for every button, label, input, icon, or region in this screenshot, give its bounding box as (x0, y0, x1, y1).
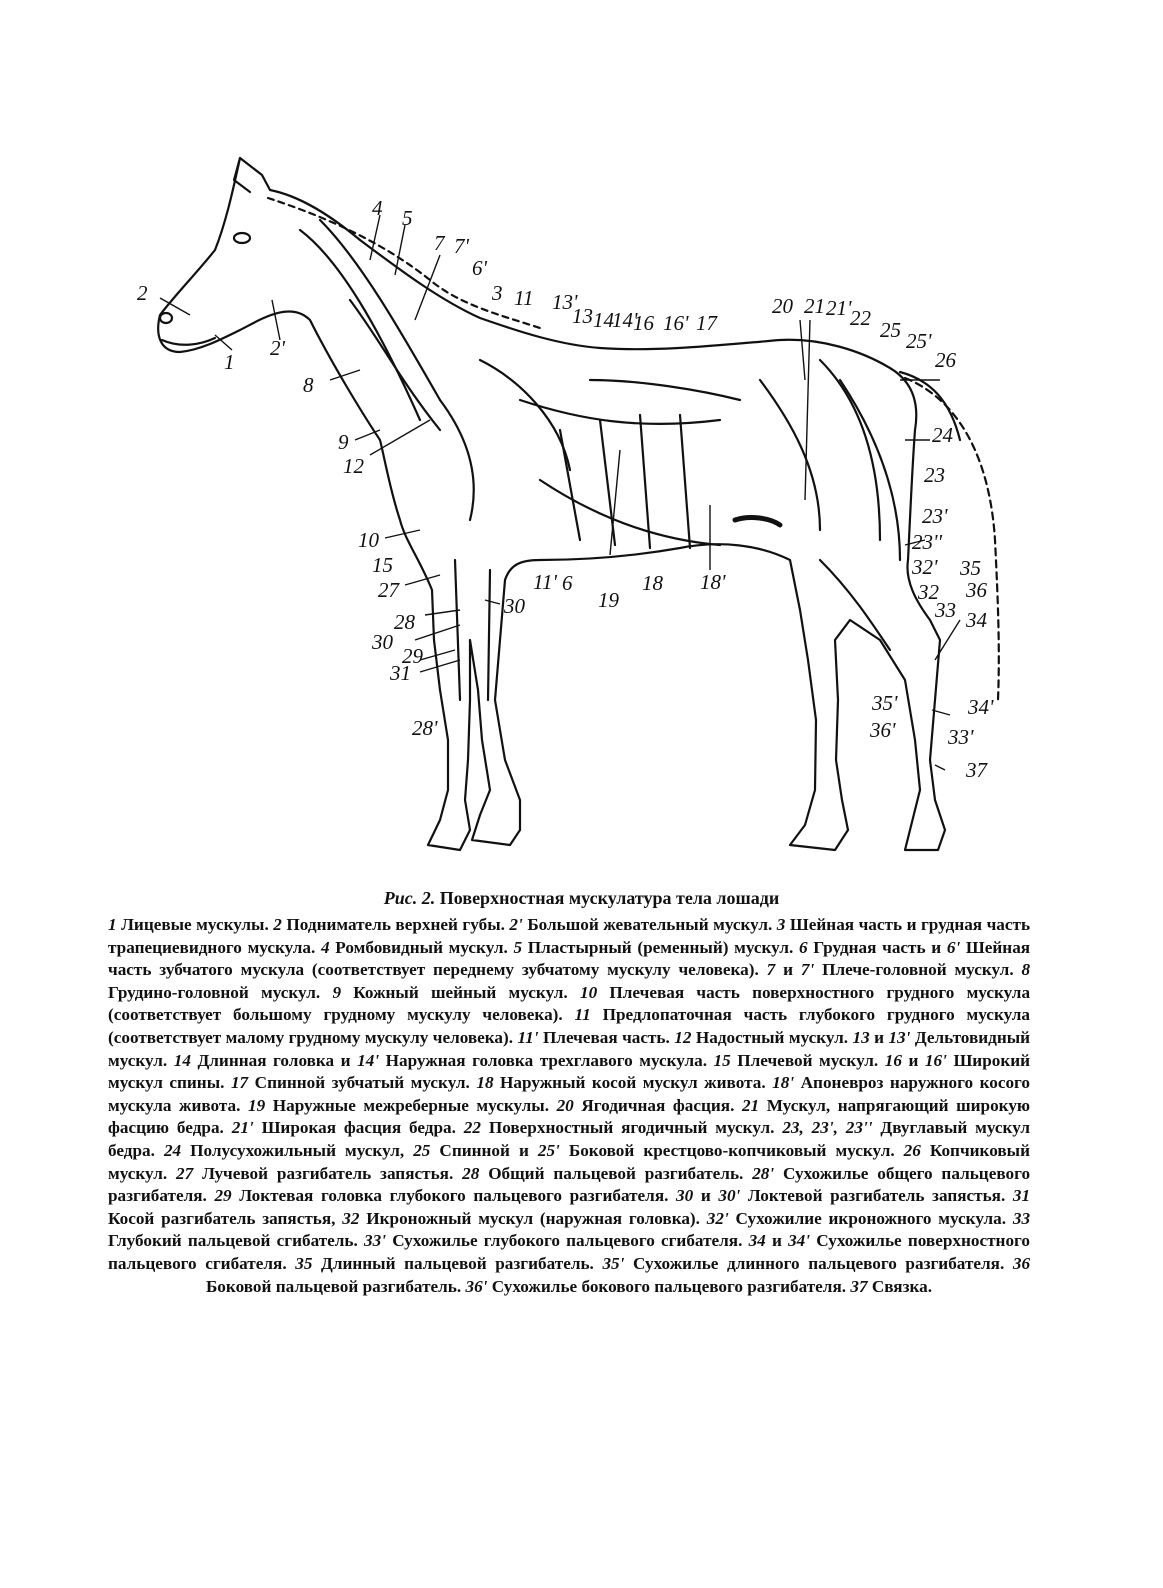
legend-text: Спинной и (439, 1140, 529, 1160)
legend-number: 37 (850, 1276, 868, 1296)
figure-label: 33 (935, 598, 956, 622)
legend-text: Сухожилие икроножного мускула. (735, 1208, 1007, 1228)
figure-label: 1 (224, 350, 235, 374)
legend-text: Глубокий пальцевой сгибатель. (108, 1231, 358, 1251)
legend-number: 24 (163, 1140, 182, 1160)
legend-number: 18' (772, 1073, 795, 1093)
legend-number: 30' (718, 1186, 741, 1206)
legend-number: 12 (674, 1027, 692, 1047)
figure-label: 36 (966, 578, 987, 602)
legend-number: 14' (357, 1050, 380, 1070)
figure-label: 35' (872, 691, 898, 715)
legend-text: Спинной зубчатый мускул. (254, 1073, 470, 1093)
figure-label: 18 (642, 571, 663, 595)
legend-text: Длинный пальцевой разгибатель. (321, 1253, 594, 1273)
legend-text: Предлопаточная часть глубокого грудного мускула (соответствует малому грудному мускулу человека). (108, 1005, 1031, 1047)
figure-label: 30 (504, 594, 525, 618)
figure-label: 13' (552, 290, 578, 314)
legend-number: 6 (798, 937, 808, 957)
figure-label: 16' (663, 311, 689, 335)
figure-label: 29 (402, 644, 423, 668)
legend-number: 36 (1012, 1253, 1031, 1273)
legend-text: и (908, 1050, 919, 1070)
legend-text: Надостный мускул. (695, 1027, 849, 1047)
legend-number: 17 (230, 1073, 249, 1093)
legend-text: Сухожилье общего пальцевого разгибателя. (108, 1163, 1031, 1206)
legend-number: 23, 23', 23'' (782, 1118, 873, 1138)
figure-label: 3 (492, 281, 503, 305)
legend-number: 25' (537, 1140, 560, 1160)
figure-label: 6' (472, 256, 487, 280)
legend-text: Наружные межреберные мускулы. (272, 1095, 550, 1115)
legend-number: 8 (1021, 960, 1031, 980)
legend-text: Шейная часть зубчатого мускула (соответствует переднему зубчатому мускулу человека). (108, 937, 1031, 980)
legend-text: Копчиковый мускул. (108, 1140, 1031, 1183)
legend-text: Грудная часть и (813, 937, 942, 957)
caption-title: Поверхностная мускулатура тела лошади (439, 888, 780, 908)
figure-label: 21' (826, 296, 852, 320)
figure-label: 34 (966, 608, 987, 632)
figure-label: 5 (402, 206, 413, 230)
figure-label: 23' (922, 504, 948, 528)
figure-label: 8 (303, 373, 314, 397)
legend-number: 36' (465, 1276, 488, 1296)
legend-number: 28 (462, 1163, 480, 1183)
figure-label: 17 (696, 311, 717, 335)
legend-number: 21 (741, 1095, 760, 1115)
legend-number: 18 (476, 1073, 494, 1093)
figure-label: 28 (394, 610, 415, 634)
legend-text: Плечевая часть. (542, 1027, 670, 1047)
legend-text: Локтевая головка глубокого пальцевого разгибателя. (239, 1186, 669, 1206)
figure-label: 30 (372, 630, 393, 654)
legend-number: 11 (574, 1005, 591, 1025)
legend-number: 25 (413, 1140, 431, 1160)
legend-text: Икроножный мускул (наружная головка). (366, 1208, 700, 1228)
legend-number: 29 (214, 1186, 232, 1206)
caption-prefix: Рис. 2. (383, 888, 436, 908)
figure-label: 7' (454, 234, 469, 258)
figure-label: 20 (772, 294, 793, 318)
legend-number: 4 (321, 937, 330, 957)
figure-label: 26 (935, 348, 956, 372)
legend-text: Шейная часть и грудная часть трапециевидного мускула. (108, 915, 1031, 957)
legend-text: Широкая фасция бедра. (261, 1118, 456, 1138)
legend-text: Ягодичная фасция. (581, 1095, 735, 1115)
legend-number: 30 (676, 1186, 694, 1206)
legend-text: Грудино-головной мускул. (108, 982, 321, 1002)
legend-number: 33 (1012, 1208, 1031, 1228)
legend-text: Наружная головка трехглавого мускула. (385, 1050, 707, 1070)
legend-number: 27 (176, 1163, 194, 1183)
legend-text: Подниматель верхней губы. (286, 915, 505, 934)
figure-label: 23 (924, 463, 945, 487)
figure-label: 10 (358, 528, 379, 552)
legend-number: 13' (888, 1027, 911, 1047)
legend-text: Двуглавый мускул бедра. (108, 1118, 1031, 1160)
legend-text: Дельтовидный мускул. (108, 1027, 1031, 1070)
legend-number: 19 (248, 1095, 266, 1115)
legend-number: 2 (273, 915, 282, 934)
figure-label: 18' (700, 570, 726, 594)
legend-text: Сухожилье глубокого пальцевого сгибателя. (392, 1231, 743, 1251)
figure-label: 37 (966, 758, 987, 782)
figure-label: 25 (880, 318, 901, 342)
figure-label: 4 (372, 196, 383, 220)
figure-label: 19 (598, 588, 619, 612)
legend-number: 22 (463, 1118, 481, 1138)
legend-text: Большой жевательный мускул. (527, 915, 773, 934)
figure-label: 32' (912, 555, 938, 579)
legend-number: 16 (884, 1050, 902, 1070)
legend-text: и (771, 1231, 782, 1251)
legend-text: Лучевой разгибатель запястья. (202, 1163, 454, 1183)
legend-text: Связка. (871, 1276, 933, 1296)
legend-text: Кожный шейный мускул. (353, 982, 568, 1002)
legend-number: 35 (295, 1253, 313, 1273)
figure-legend (108, 914, 1030, 1298)
legend-text: Лицевые мускулы. (121, 915, 269, 934)
legend-number: 7' (800, 960, 815, 980)
figure-label: 7 (434, 231, 445, 255)
legend-text: Длинная головка и (197, 1050, 351, 1070)
legend-number: 15 (713, 1050, 731, 1070)
legend-number: 34' (788, 1231, 811, 1251)
figure-label: 23'' (912, 530, 942, 554)
legend-number: 5 (513, 937, 523, 957)
legend-text: и (783, 960, 794, 980)
figure-label: 36' (870, 718, 896, 742)
legend-text: Сухожилье бокового пальцевого разгибателя. (491, 1276, 847, 1296)
legend-text: Боковой пальцевой разгибатель. (205, 1276, 462, 1296)
figure-label: 13 (572, 304, 593, 328)
legend-number: 13 (852, 1027, 870, 1047)
legend-text: Локтевой разгибатель запястья. (747, 1186, 1006, 1206)
legend-text: Апоневроз наружного косого мускула живота. (108, 1073, 1031, 1115)
legend-text: Полусухожильный мускул, (190, 1140, 405, 1160)
legend-number: 28' (752, 1163, 775, 1183)
legend-number: 32 (342, 1208, 360, 1228)
legend-number: 16' (924, 1050, 947, 1070)
legend-text: Широкий мускул спины. (108, 1050, 1031, 1093)
figure-label: 35 (960, 556, 981, 580)
legend-text: Плечевая часть поверхностного грудного мускула (соответствует большому грудному мускулу человека). (108, 982, 1031, 1025)
legend-number: 1 (108, 915, 117, 934)
figure-label: 6 (562, 571, 573, 595)
legend-number: 2' (509, 915, 523, 934)
figure-label: 34' (968, 695, 994, 719)
legend-text: Сухожилье длинного пальцевого разгибателя. (633, 1253, 1005, 1273)
figure-label: 2 (137, 281, 148, 305)
legend-number: 3 (776, 915, 786, 934)
figure-label: 9 (338, 430, 349, 454)
legend-text: Ромбовидный мускул. (335, 937, 508, 957)
figure-label: 33' (948, 725, 974, 749)
figure-label: 12 (343, 454, 364, 478)
figure-label: 25' (906, 329, 932, 353)
figure-label: 28' (412, 716, 438, 740)
legend-number: 6' (946, 937, 961, 957)
legend-number: 7 (766, 960, 776, 980)
legend-number: 31 (1012, 1186, 1031, 1206)
legend-number: 11' (517, 1027, 539, 1047)
figure-label: 15 (372, 553, 393, 577)
legend-text: Косой разгибатель запястья, (108, 1208, 336, 1228)
figure-label: 21 (804, 294, 825, 318)
legend-text: Плечевой мускул. (737, 1050, 879, 1070)
legend-number: 32' (706, 1208, 729, 1228)
legend-text: Пластырный (ременный) мускул. (527, 937, 794, 957)
legend-text: Сухожилье поверхностного пальцевого сгибателя. (108, 1231, 1031, 1273)
legend-text: Общий пальцевой разгибатель. (488, 1163, 744, 1183)
legend-number: 20 (556, 1095, 574, 1115)
legend-text: Мускул, напрягающий широкую фасцию бедра. (108, 1095, 1031, 1138)
legend-number: 14 (173, 1050, 191, 1070)
figure-caption (0, 888, 1163, 909)
legend-text: Плече-головной мускул. (822, 960, 1014, 980)
horse-outline (158, 158, 945, 850)
figure-label: 16 (633, 311, 654, 335)
legend-number: 35' (602, 1253, 625, 1273)
legend-number: 10 (579, 982, 598, 1002)
figure-label: 24 (932, 423, 953, 447)
legend-number: 34 (748, 1231, 766, 1251)
legend-text: Поверхностный ягодичный мускул. (488, 1118, 775, 1138)
figure-label: 32 (918, 580, 939, 604)
figure-label: 14' (612, 308, 638, 332)
legend-number: 26 (903, 1140, 921, 1160)
legend-number: 21' (231, 1118, 254, 1138)
legend-text: и (700, 1186, 711, 1206)
legend-text: Боковой крестцово-копчиковый мускул. (568, 1140, 895, 1160)
figure-label: 14 (593, 308, 614, 332)
figure-label: 11' (533, 570, 557, 594)
figure-label: 31 (390, 661, 411, 685)
figure-label: 22 (850, 306, 871, 330)
figure-label: 11 (514, 286, 534, 310)
figure-label: 2' (270, 336, 285, 360)
legend-text: Наружный косой мускул живота. (500, 1073, 766, 1093)
legend-number: 9 (332, 982, 342, 1002)
legend-number: 33' (364, 1231, 386, 1251)
legend-text: и (874, 1027, 884, 1047)
figure-label: 27 (378, 578, 399, 602)
